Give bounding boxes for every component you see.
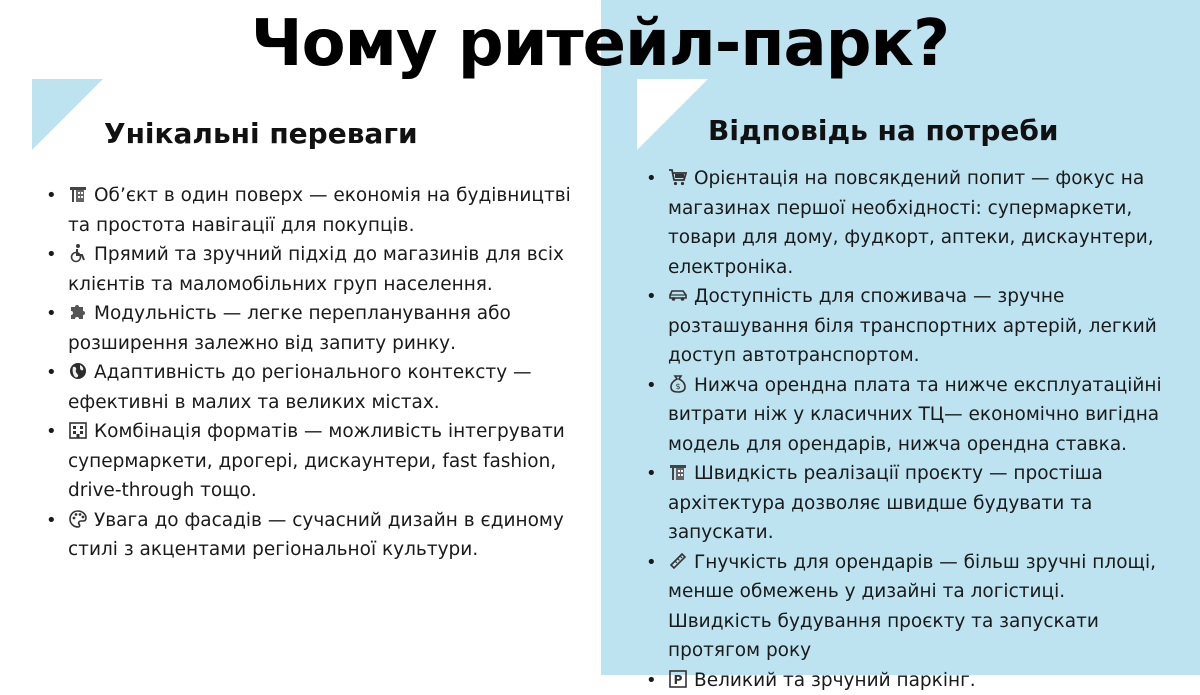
list-item (68, 240, 578, 299)
left-column-heading: Унікальні переваги (104, 116, 418, 152)
list-item (68, 299, 578, 358)
list-item-text: Комбінація форматів — можливість інтегрувати супермаркети, дрогері, дискаунтери, fast fashion, drive-through тощо. (68, 421, 565, 501)
list-item (68, 506, 578, 565)
bullet: • (646, 666, 657, 695)
puzzle-icon (68, 302, 88, 322)
money-bag-icon (668, 374, 688, 394)
list-item-text: Прямий та зручний підхід до магазинів для всіх клієнтів та маломобільних груп населення. (68, 244, 564, 295)
slide-title: Чому ритейл-парк? (0, 4, 1200, 84)
list-item (668, 459, 1168, 548)
needs-list (668, 164, 1168, 695)
shopping-cart-icon (668, 167, 688, 187)
bullet: • (46, 417, 57, 447)
list-item-text: Доступність для споживача — зручне розташування біля транспортних артерій, легкий доступ автотранспортом. (668, 286, 1157, 366)
list-item-text: Нижча орендна плата та нижче експлуатаційні витрати ніж у класичних ТЦ— економічно вигідна модель для орендарів, нижча орендна ставка. (668, 375, 1162, 455)
globe-icon (68, 361, 88, 381)
left-corner-triangle (32, 79, 103, 150)
bullet: • (46, 358, 57, 388)
list-item (68, 181, 578, 240)
list-item (668, 548, 1168, 666)
list-item (68, 417, 578, 506)
list-item (668, 282, 1168, 371)
car-icon (668, 285, 688, 305)
bullet: • (646, 282, 657, 312)
palette-icon (68, 509, 88, 529)
list-item-text: Швидкість реалізації проєкту — простіша архітектура дозволяє швидше будувати та запускати. (668, 463, 1103, 543)
bullet: • (646, 164, 657, 194)
bullet: • (46, 240, 57, 270)
construction-icon (668, 462, 688, 482)
right-corner-triangle (637, 79, 708, 150)
list-item-text: Гнучкість для орендарів — більш зручні площі, менше обмежень у дизайні та логістиці. Швидкість будування проєкту та запускати протягом року (668, 552, 1156, 662)
bullet: • (646, 371, 657, 401)
list-item (668, 371, 1168, 460)
bullet: • (646, 548, 657, 578)
parking-icon (668, 669, 688, 689)
list-item-text: Великий та зрчуний паркінг. (694, 670, 976, 691)
list-item-text: Орієнтація на повсякдений попит — фокус на магазинах першої необхідності: супермаркети, товари для дому, фудкорт, аптеки, дискаунтери, електроніка. (668, 168, 1154, 278)
bullet: • (46, 506, 57, 536)
right-column-heading: Відповідь на потреби (708, 113, 1059, 149)
svg-text:P: P (674, 673, 683, 687)
bullet: • (46, 299, 57, 329)
list-item-text: Модульність — легке перепланування або розширення залежно від запиту ринку. (68, 303, 511, 354)
list-item-text: Увага до фасадів — сучасний дизайн в єдиному стилі з акцентами регіональної культури. (68, 510, 564, 561)
ruler-icon (668, 551, 688, 571)
building-icon (68, 420, 88, 440)
wheelchair-icon (68, 243, 88, 263)
list-item (668, 666, 1168, 695)
list-item-text: Об’єкт в один поверх — економія на будівництві та простота навігації для покупців. (68, 185, 571, 236)
bullet: • (46, 181, 57, 211)
list-item (68, 358, 578, 417)
advantages-list (68, 181, 578, 565)
list-item (668, 164, 1168, 282)
svg-text:$: $ (675, 382, 680, 391)
list-item-text: Адаптивність до регіонального контексту — ефективні в малих та великих містах. (68, 362, 532, 413)
construction-icon (68, 184, 88, 204)
bullet: • (646, 459, 657, 489)
